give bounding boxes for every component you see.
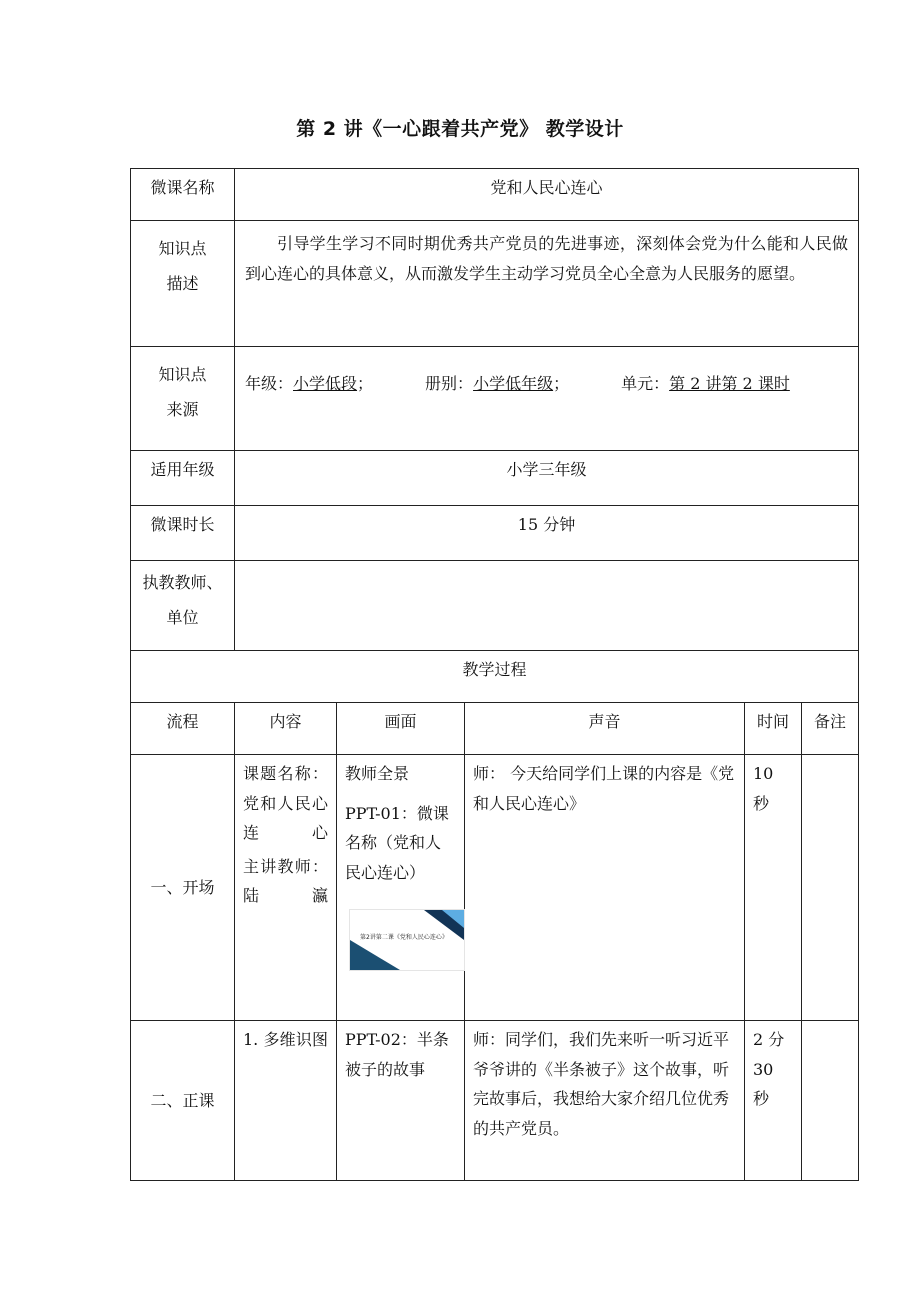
col-header-content: 内容 — [235, 703, 337, 755]
document-title: 第 2 讲《一心跟着共产党》 教学设计 — [296, 118, 624, 140]
note-main — [802, 1021, 859, 1181]
col-header-note: 备注 — [802, 703, 859, 755]
col-header-stage: 流程 — [131, 703, 235, 755]
content-opening — [235, 755, 337, 1021]
row-process-heading — [131, 651, 859, 703]
note-opening — [802, 755, 859, 1021]
knowledge-source-value — [235, 347, 859, 451]
screen-teacher-view: 教师全景 — [345, 764, 410, 783]
process-heading: 教学过程 — [131, 651, 859, 703]
applicable-grade-value: 小学三年级 — [235, 451, 859, 506]
time-main: 2 分 30 秒 — [745, 1021, 802, 1181]
col-header-time: 时间 — [745, 703, 802, 755]
screen-ppt-01: PPT-01：微课名称（党和人民心连心） — [345, 803, 449, 882]
screen-opening — [337, 755, 465, 1021]
knowledge-source-label-line2: 来源 — [166, 400, 199, 420]
row-knowledge-source — [131, 347, 859, 451]
teacher-value — [235, 561, 859, 651]
teacher-label-line1: 执教教师、 — [142, 573, 223, 592]
course-name-label: 微课名称 — [131, 169, 235, 221]
teacher-label-line2: 单位 — [166, 608, 199, 628]
screen-ppt-02: PPT-02：半条被子的故事 — [337, 1021, 465, 1181]
row-applicable-grade — [131, 451, 859, 506]
row-knowledge-desc — [131, 221, 859, 347]
unit-label: 单元： — [621, 374, 670, 393]
lesson-plan-table — [130, 168, 859, 1181]
ppt-thumbnail-image — [349, 909, 465, 971]
content-lecturer: 主讲教师：陆瀛 — [243, 856, 328, 906]
knowledge-source-label-line1: 知识点 — [158, 365, 207, 384]
table-row — [131, 1021, 859, 1181]
col-header-voice: 声音 — [465, 703, 745, 755]
knowledge-desc-value: 引导学生学习不同时期优秀共产党员的先进事迹，深刻体会党为什么能和人民做到心连心的具体意义，从而激发学生主动学习党员全心全意为人民服务的愿望。 — [235, 221, 859, 347]
grade-value: 小学低段 — [293, 374, 358, 393]
time-opening: 10 秒 — [745, 755, 802, 1021]
applicable-grade-label: 适用年级 — [131, 451, 235, 506]
row-process-columns — [131, 703, 859, 755]
stage-main: 二、正课 — [131, 1021, 235, 1181]
knowledge-desc-label — [131, 221, 235, 347]
col-header-screen: 画面 — [337, 703, 465, 755]
table-row — [131, 755, 859, 1021]
row-teacher — [131, 561, 859, 651]
duration-value: 15 分钟 — [235, 506, 859, 561]
content-course-title: 课题名称：党和人民心连心 — [243, 764, 328, 843]
voice-main: 师：同学们，我们先来听一听习近平爷爷讲的《半条被子》这个故事，听完故事后，我想给大家介绍几位优秀的共产党员。 — [465, 1021, 745, 1181]
volume-label: 册别： — [425, 374, 474, 393]
knowledge-desc-label-line2: 描述 — [166, 274, 199, 294]
ppt-thumbnail-text: 第2讲第二课《党和人民心连心》 — [360, 934, 448, 942]
duration-label: 微课时长 — [131, 506, 235, 561]
stage-opening: 一、开场 — [131, 755, 235, 1021]
course-name-value: 党和人民心连心 — [235, 169, 859, 221]
knowledge-desc-label-line1: 知识点 — [158, 239, 207, 258]
voice-opening: 师： 今天给同学们上课的内容是《党和人民心连心》 — [465, 755, 745, 1021]
volume-separator: ； — [553, 374, 570, 393]
row-course-name — [131, 169, 859, 221]
grade-separator: ； — [357, 374, 374, 393]
unit-value: 第 2 讲第 2 课时 — [669, 374, 790, 393]
grade-label: 年级： — [245, 374, 294, 393]
row-duration — [131, 506, 859, 561]
content-multi-view: 1. 多维识图 — [243, 1030, 328, 1049]
teacher-label — [131, 561, 235, 651]
volume-value: 小学低年级 — [473, 374, 554, 393]
content-main — [235, 1021, 337, 1181]
knowledge-source-label — [131, 347, 235, 451]
